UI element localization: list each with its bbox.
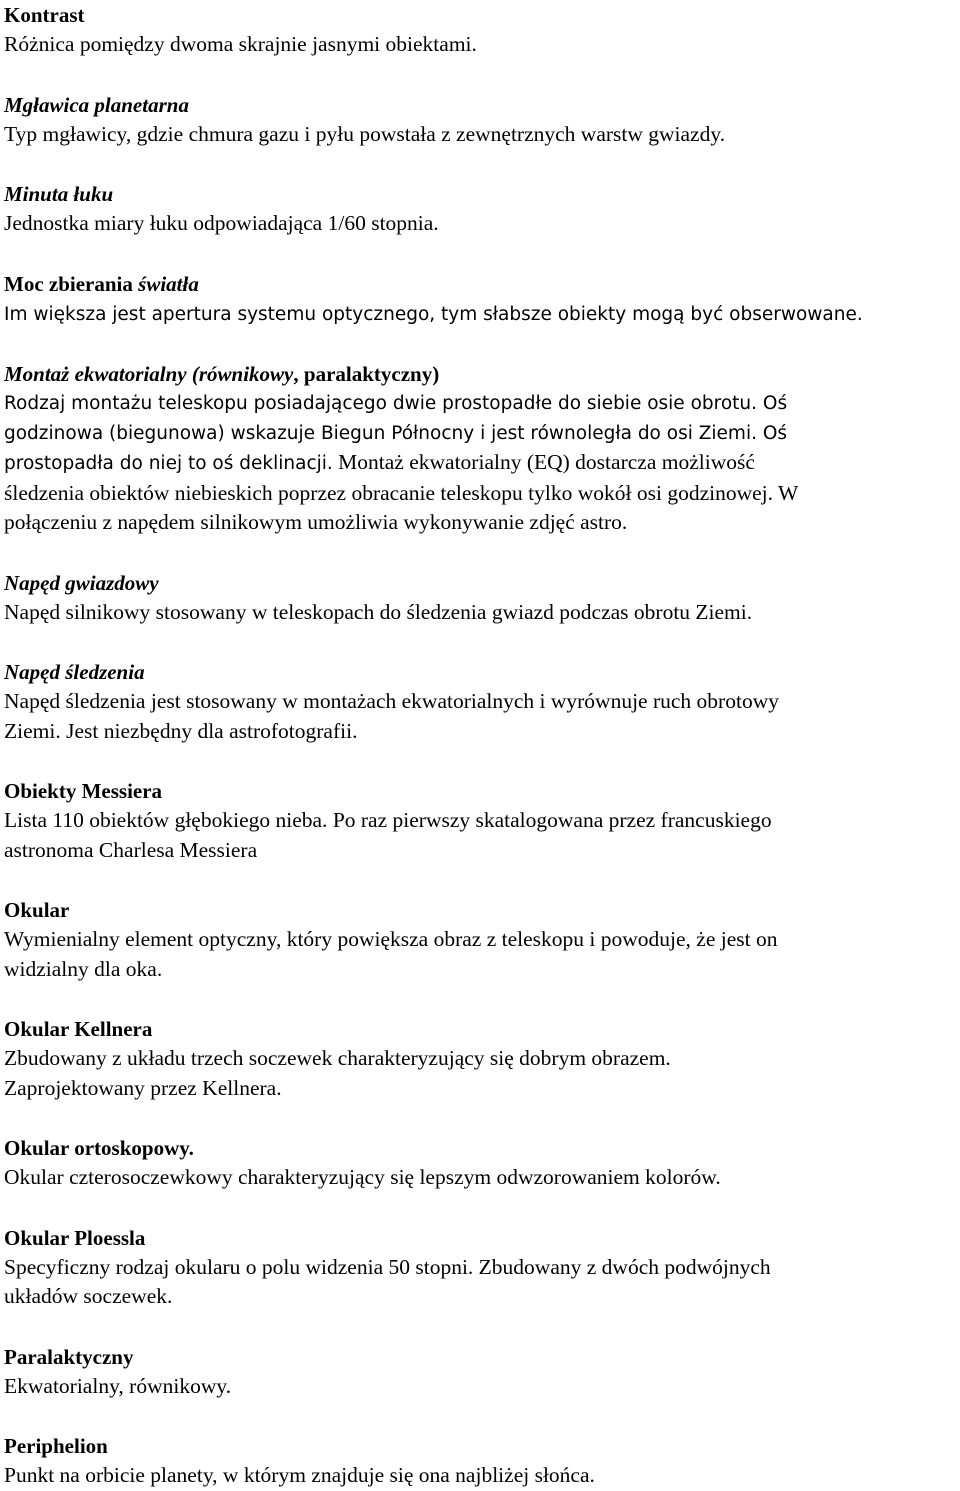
- term-definition: Okular czterosoczewkowy charakteryzujący się lepszym odwzorowaniem kolorów.: [4, 1165, 721, 1189]
- term-text-italic: światła: [138, 271, 199, 296]
- term-text-italic: Montaż ekwatorialny (równikowy: [4, 362, 294, 386]
- term-heading: [4, 359, 956, 389]
- glossary-entry-okular-ortoskopowy: [4, 1133, 956, 1193]
- definition-line: połączeniu z napędem silnikowym umożliwia wykonywanie zdjęć astro.: [4, 510, 628, 534]
- glossary-entry-montaz-ekwatorialny: [4, 359, 956, 538]
- definition-line: widzialny dla oka.: [4, 956, 163, 981]
- term-text: Moc zbierania: [4, 271, 139, 296]
- definition-line: układów soczewek.: [4, 1284, 173, 1308]
- definition-text: Im większa jest apertura systemu optycznego, tym słabsze obiekty mogą być obserwowane.: [4, 303, 863, 325]
- term-definition: [4, 1044, 956, 1103]
- glossary-entry-obiekty-messiera: [4, 776, 956, 865]
- term-text: Obiekty Messiera: [4, 779, 163, 803]
- glossary-entry-kontrast: [4, 0, 956, 60]
- term-definition: Typ mgławicy, gdzie chmura gazu i pyłu powstała z zewnętrznych warstw gwiazdy.: [4, 121, 726, 146]
- glossary-entry-moc-zbierania-swiatla: [4, 269, 956, 330]
- term-definition: [4, 389, 956, 538]
- term-definition: [4, 299, 956, 330]
- glossary-entry-okular-kellnera: [4, 1014, 956, 1103]
- term-heading: [4, 90, 956, 120]
- term-heading: [4, 1133, 956, 1163]
- term-text: Periphelion: [4, 1434, 108, 1458]
- term-text: Mgławica planetarna: [4, 92, 189, 117]
- glossary-entry-mglawica-planetarna: [4, 90, 956, 150]
- term-text: Okular: [4, 898, 70, 922]
- term-text: Minuta łuku: [4, 182, 114, 206]
- definition-line: Po raz pierwszy skatalogowana przez francuskiego: [327, 808, 772, 832]
- term-heading: [4, 179, 956, 209]
- term-definition: [4, 806, 956, 865]
- definition-line: Montaż ekwatorialny (EQ) dostarcza możliwość: [332, 450, 755, 474]
- term-definition: Napęd silnikowy stosowany w teleskopach do śledzenia gwiazd podczas obrotu Ziemi.: [4, 599, 753, 624]
- definition-line: śledzenia obiektów niebieskich poprzez obracanie teleskopu tylko wokół osi godzinowej. W: [4, 480, 799, 505]
- definition-line: Zbudowany z układu trzech soczewek charakteryzujący się dobrym obrazem.: [4, 1046, 671, 1070]
- term-text: Napęd gwiazdowy: [4, 570, 159, 595]
- term-heading: [4, 0, 956, 30]
- definition-line: Specyficzny rodzaj okularu o polu widzenia 50 stopni. Zbudowany z dwóch podwójnych: [4, 1254, 771, 1279]
- term-definition: [4, 1253, 956, 1312]
- term-text: Kontrast: [4, 3, 85, 27]
- term-heading: [4, 1014, 956, 1044]
- definition-line: Rodzaj montażu teleskopu posiadającego dwie prostopadłe do siebie osie obrotu. Oś: [4, 393, 788, 414]
- term-definition: Różnica pomiędzy dwoma skrajnie jasnymi obiektami.: [4, 32, 477, 56]
- glossary-entry-minuta-luku: [4, 179, 956, 239]
- definition-line: Ziemi. Jest niezbędny dla astrofotografii.: [4, 718, 358, 743]
- term-text: Okular Ploessla: [4, 1225, 146, 1250]
- glossary-entry-naped-gwiazdowy: [4, 568, 956, 628]
- glossary-entry-okular-ploessla: [4, 1223, 956, 1312]
- term-text: Paralaktyczny: [4, 1344, 134, 1369]
- glossary-entry-paralaktyczny: [4, 1342, 956, 1402]
- term-heading: [4, 269, 956, 299]
- definition-line: prostopadła do niej to oś deklinacji.: [4, 453, 333, 474]
- term-text: Okular Kellnera: [4, 1017, 153, 1041]
- term-heading: [4, 895, 956, 925]
- term-heading: [4, 1342, 956, 1372]
- term-text: , paralaktyczny): [293, 362, 440, 386]
- definition-line: godzinowa (biegunowa) wskazuje Biegun Północny i jest równoległa do osi Ziemi. Oś: [4, 422, 788, 444]
- term-definition: Ekwatorialny, równikowy.: [4, 1373, 232, 1398]
- term-heading: [4, 657, 956, 687]
- term-heading: [4, 776, 956, 806]
- definition-line: Zaprojektowany przez Kellnera.: [4, 1075, 282, 1100]
- definition-line: Lista 110 obiektów głębokiego nieba.: [4, 808, 328, 832]
- term-text: Napęd śledzenia: [4, 660, 145, 684]
- term-text: Okular ortoskopowy.: [4, 1136, 194, 1160]
- glossary-entry-okular: [4, 895, 956, 984]
- term-definition: [4, 687, 956, 746]
- glossary-entry-periphelion: [4, 1431, 956, 1491]
- term-definition: [4, 925, 956, 984]
- term-definition: Jednostka miary łuku odpowiadająca 1/60 stopnia.: [4, 211, 439, 235]
- definition-line: astronoma Charlesa Messiera: [4, 837, 258, 862]
- glossary-entry-naped-sledzenia: [4, 657, 956, 746]
- term-heading: [4, 568, 956, 598]
- definition-line: Napęd śledzenia jest stosowany w montażach ekwatorialnych i wyrównuje ruch obrotowy: [4, 689, 779, 713]
- definition-line: Wymienialny element optyczny, który powiększa obraz z teleskopu i powoduje, że jest on: [4, 927, 778, 951]
- term-definition: Punkt na orbicie planety, w którym znajduje się ona najbliżej słońca.: [4, 1463, 595, 1487]
- term-heading: [4, 1223, 956, 1253]
- term-heading: [4, 1431, 956, 1461]
